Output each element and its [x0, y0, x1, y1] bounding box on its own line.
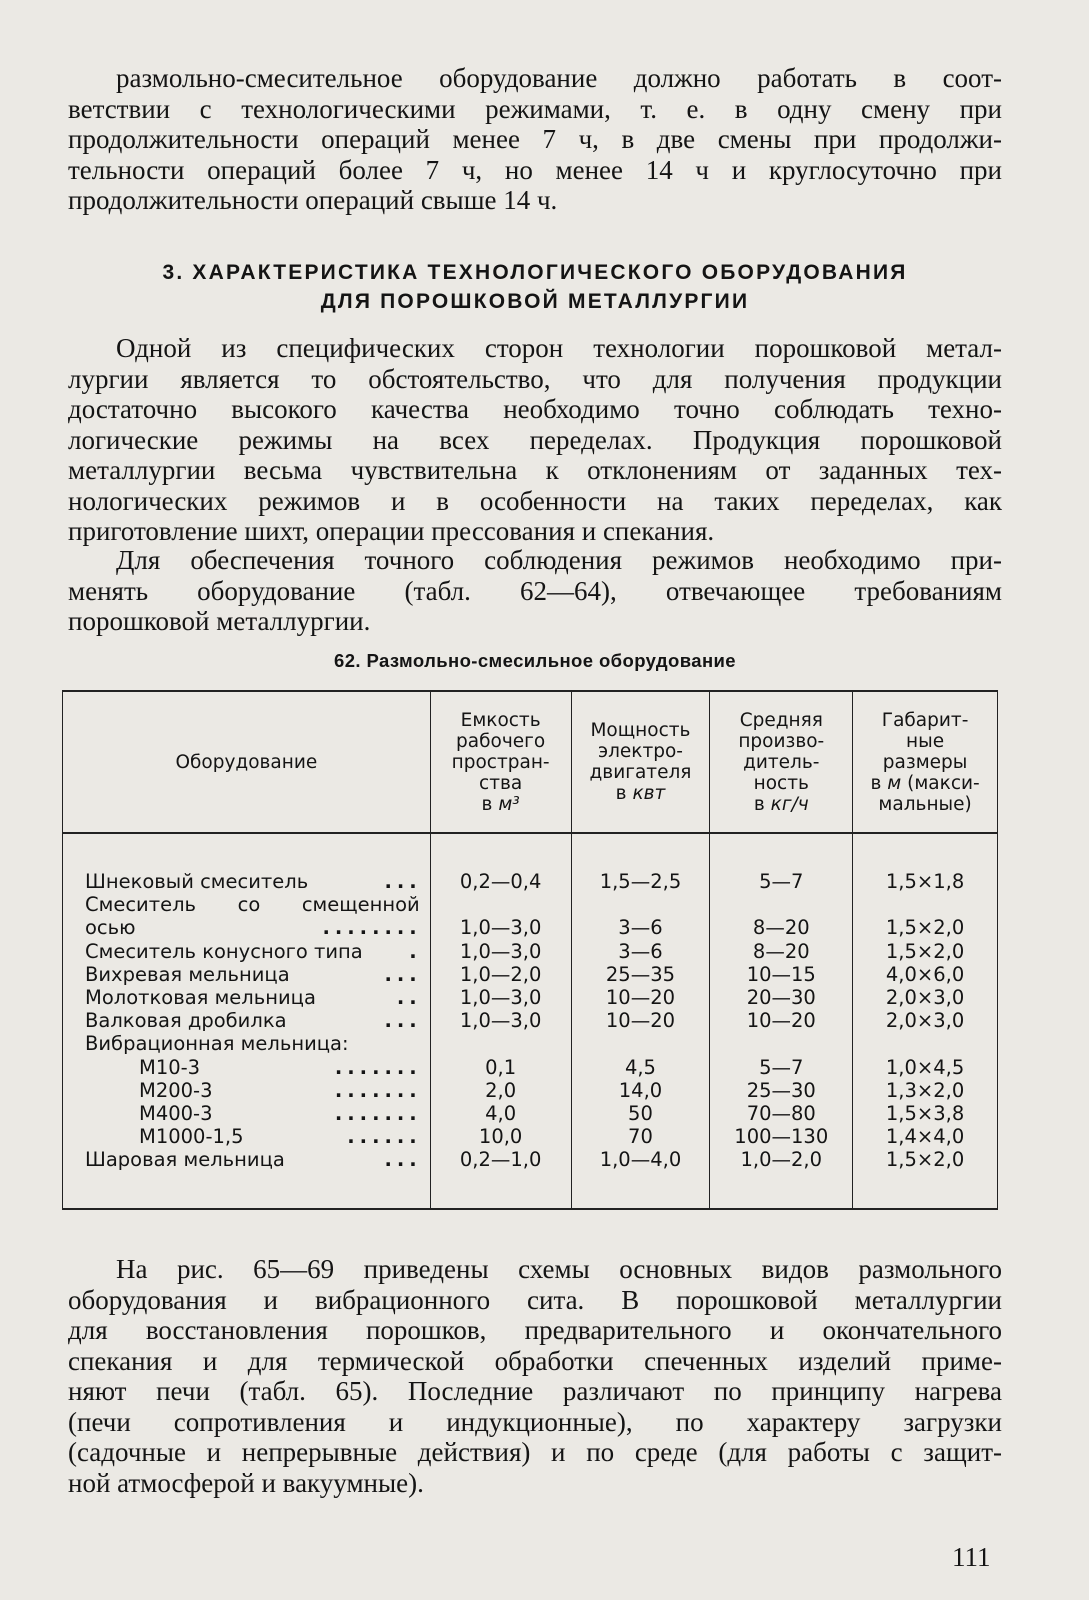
table-cell: 10—15	[746, 962, 816, 986]
table-cell: 3—6	[618, 939, 663, 963]
text-line: спекания и для термической обработки спеченных изделий приме-	[68, 1345, 1002, 1376]
table-cell: 4,5	[624, 1055, 656, 1079]
table-row-name: М10-3 .......	[139, 1055, 422, 1079]
section-heading-line-1: 3. ХАРАКТЕРИСТИКА ТЕХНОЛОГИЧЕСКОГО ОБОРУДОВАНИЯ	[162, 261, 908, 284]
table-cell	[853, 893, 997, 916]
table-cell: 5—7	[759, 870, 804, 893]
text-line: тельности операций более 7 ч, но менее 14 ч и круглосуточно при	[68, 154, 1002, 185]
table-cell: 1,5×2,0	[885, 939, 965, 963]
text-line: размольно-смесительное оборудование должно работать в соот-	[116, 63, 1002, 93]
text-line: Для обеспечения точного соблюдения режимов необходимо при-	[116, 545, 1002, 575]
table-cell	[431, 1032, 571, 1055]
table-row-name: Вибрационная мельница:	[85, 1032, 349, 1056]
text-line: (печи сопротивления и индукционные), по характеру загрузки	[68, 1406, 1002, 1437]
table-cell: 10,0	[478, 1125, 523, 1149]
table-cell: 10—20	[605, 985, 676, 1009]
table-cell: 14,0	[618, 1078, 663, 1102]
table-cell	[710, 893, 852, 916]
table-row-name: Шаровая мельница ...	[85, 1148, 422, 1172]
table-cell: 1,5×2,0	[885, 1148, 965, 1172]
text-line: металлургии весьма чувствительна к отклонениям от заданных тех-	[68, 455, 1002, 485]
table-cell: 10—20	[605, 1009, 676, 1033]
intro-paragraph	[68, 63, 1002, 216]
capacity-column	[430, 833, 571, 1209]
table-row-name: осью ........	[85, 916, 422, 940]
table-cell: 1,4×4,0	[885, 1125, 965, 1149]
text-line: продолжительности операций свыше 14 ч.	[68, 185, 558, 215]
output-column	[710, 833, 853, 1209]
table-cell: 1,5—2,5	[599, 870, 682, 893]
table-cell: 1,0—3,0	[459, 1009, 542, 1033]
table-cell: 1,0—4,0	[599, 1148, 682, 1172]
table-cell: 8—20	[752, 939, 810, 963]
table-cell: 2,0×3,0	[885, 985, 965, 1009]
text-line: лургии является то обстоятельство, что для получения продукции	[68, 363, 1002, 394]
table-cell: 8—20	[752, 916, 810, 940]
text-line: ной атмосферой и вакуумные).	[68, 1467, 424, 1498]
size-column	[853, 833, 998, 1209]
table-cell: 70—80	[746, 1101, 816, 1125]
table-cell: 50	[628, 1101, 653, 1125]
text-line: продолжительности операций менее 7 ч, в две смены при продолжи-	[68, 124, 1002, 154]
table-row-name: Смеситель со смещенной	[85, 893, 420, 917]
paragraph-2	[68, 545, 1002, 637]
table-cell: 4,0×6,0	[885, 962, 965, 986]
table-row-name: Смеситель конусного типа .	[85, 939, 422, 963]
table-row-name: Валковая дробилка ...	[85, 1009, 422, 1033]
table-cell: 3—6	[618, 916, 663, 940]
table-cell: 1,0—3,0	[459, 916, 542, 940]
table-cell	[853, 1032, 997, 1055]
table-cell: 0,1	[485, 1055, 517, 1079]
column-header-equipment: Оборудование	[63, 691, 431, 833]
text-line: няют печи (табл. 65). Последние различают по принципу нагрева	[68, 1376, 1002, 1406]
paragraph-3	[68, 1254, 1002, 1498]
table-cell: 1,5×3,8	[885, 1101, 965, 1125]
table-caption: 62. Размольно-смесильное оборудование	[334, 650, 736, 671]
column-header-size: Габарит- ные размеры в м (макси- мальные)	[853, 691, 998, 833]
table-cell: 1,0—3,0	[459, 985, 542, 1009]
table-row-name: М400-3 .......	[139, 1101, 422, 1125]
table-cell: 2,0×3,0	[885, 1009, 965, 1033]
table-cell: 1,0×4,5	[885, 1055, 965, 1079]
table-cell: 2,0	[485, 1078, 517, 1102]
section-heading-line-2: ДЛЯ ПОРОШКОВОЙ МЕТАЛЛУРГИИ	[320, 290, 750, 313]
section-heading	[68, 258, 1002, 316]
equipment-table	[62, 690, 998, 1210]
table-row-name: Молотковая мельница ..	[85, 985, 422, 1009]
table-cell: 1,0—2,0	[459, 962, 542, 986]
table-row-name: Вихревая мельница ...	[85, 962, 422, 986]
text-line: На рис. 65—69 приведены схемы основных видов размольного	[116, 1254, 1002, 1284]
table-cell: 1,0—3,0	[459, 939, 542, 963]
column-header-output: Средняя произво- дитель- ность в кг/ч	[710, 691, 853, 833]
text-line: приготовление шихт, операции прессования и спекания.	[68, 516, 715, 546]
table-cell: 1,5×2,0	[885, 916, 965, 940]
text-line: менять оборудование (табл. 62—64), отвечающее требованиям	[68, 575, 1002, 606]
table-row-name: М1000-1,5 ......	[139, 1125, 422, 1149]
table-cell: 1,3×2,0	[885, 1078, 965, 1102]
table-cell: 70	[628, 1125, 653, 1149]
table-cell: 20—30	[746, 985, 816, 1009]
power-column	[571, 833, 710, 1209]
page-number: 111	[952, 1542, 991, 1572]
table-cell: 25—35	[605, 962, 676, 986]
equipment-name-column	[63, 833, 431, 1209]
table-cell	[710, 1032, 852, 1055]
text-line: оборудования и вибрационного сита. В порошковой металлургии	[68, 1284, 1002, 1315]
table-cell	[431, 893, 571, 916]
text-line: логические режимы на всех переделах. Продукция порошковой	[68, 424, 1002, 455]
text-line: достаточно высокого качества необходимо точно соблюдать техно-	[68, 394, 1002, 424]
text-line: нологических режимов и в особенности на таких переделах, как	[68, 485, 1002, 516]
table-cell: 25—30	[746, 1078, 816, 1102]
table-cell: 0,2—0,4	[459, 870, 542, 893]
column-header-capacity: Емкость рабочего простран- ства в м³	[430, 691, 571, 833]
table-row-name: М200-3 .......	[139, 1078, 422, 1102]
text-line: порошковой металлургии.	[68, 606, 371, 636]
table-cell: 10—20	[746, 1009, 816, 1033]
table-cell: 0,2—1,0	[459, 1148, 542, 1172]
column-header-power: Мощность электро- двигателя в квт	[571, 691, 710, 833]
text-line: ветствии с технологическими режимами, т. е. в одну смену при	[68, 93, 1002, 124]
table-row-name: Шнековый смеситель ...	[85, 870, 422, 893]
text-line: (садочные и непрерывные действия) и по среде (для работы с защит-	[68, 1437, 1002, 1467]
table-cell: 5—7	[759, 1055, 804, 1079]
table-cell: 100—130	[734, 1125, 829, 1149]
table-cell: 4,0	[485, 1101, 517, 1125]
paragraph-1	[68, 333, 1002, 547]
table-cell: 1,0—2,0	[740, 1148, 823, 1172]
table-cell	[572, 1032, 710, 1055]
text-line: для восстановления порошков, предварительного и окончательного	[68, 1315, 1002, 1345]
text-line: Одной из специфических сторон технологии порошковой метал-	[116, 333, 1002, 363]
table-cell: 1,5×1,8	[885, 870, 965, 893]
table-cell	[572, 893, 710, 916]
